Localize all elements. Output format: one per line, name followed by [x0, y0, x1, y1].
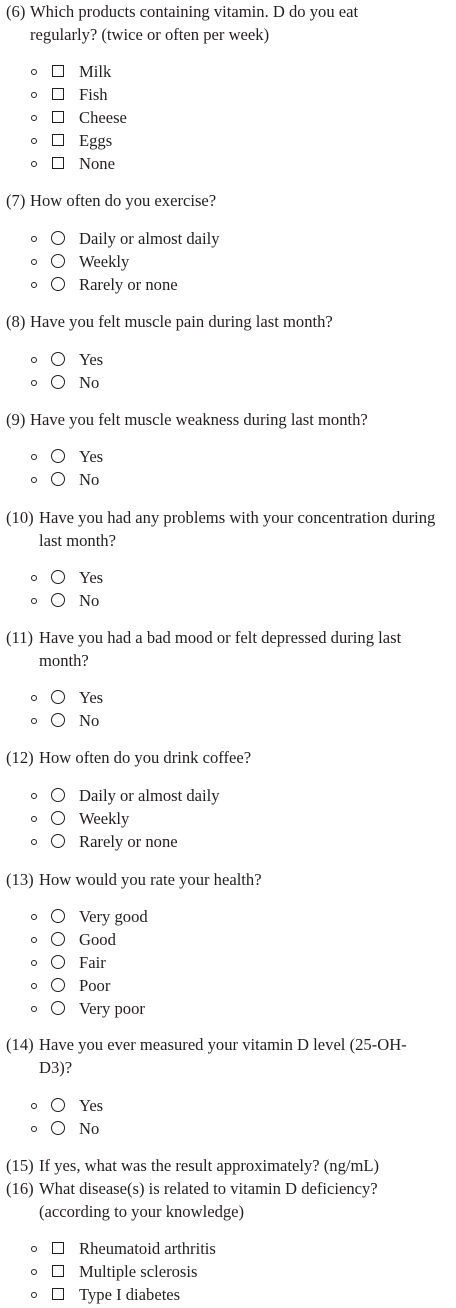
checkbox[interactable]	[52, 88, 64, 100]
question-15	[6, 1154, 454, 1177]
option-label: Rheumatoid arthritis	[79, 1239, 216, 1258]
radio-button[interactable]	[51, 834, 65, 848]
question-text: Have you ever measured your vitamin D level (25-OH-D3)?	[39, 1035, 407, 1077]
bullet-icon	[31, 477, 37, 483]
option-label: Yes	[79, 688, 104, 707]
question-10	[6, 506, 454, 552]
question-14	[6, 1033, 454, 1079]
question-6	[6, 0, 454, 46]
radio-button[interactable]	[51, 713, 65, 727]
bullet-icon	[31, 1292, 37, 1298]
radio-button[interactable]	[51, 811, 65, 825]
question-16	[6, 1177, 454, 1223]
option-label: Poor	[79, 976, 111, 995]
option-label: Weekly	[79, 252, 130, 271]
option-label: Eggs	[79, 131, 113, 150]
radio-button[interactable]	[51, 375, 65, 389]
radio-button[interactable]	[51, 593, 65, 607]
question-9	[6, 408, 454, 431]
bullet-icon	[31, 816, 37, 822]
option-label: Fair	[79, 953, 106, 972]
question-text: How would you rate your health?	[39, 870, 262, 889]
question-number: (9)	[6, 410, 26, 429]
option-label: Very good	[79, 907, 148, 926]
bullet-icon	[31, 1246, 37, 1252]
question-number: (12)	[6, 748, 34, 767]
bullet-icon	[31, 236, 37, 242]
question-text: How often do you exercise?	[30, 191, 217, 210]
bullet-icon	[31, 69, 37, 75]
bullet-icon	[31, 695, 37, 701]
radio-button[interactable]	[51, 788, 65, 802]
bullet-icon	[31, 92, 37, 98]
bullet-icon	[31, 1126, 37, 1132]
option-label: Yes	[79, 447, 104, 466]
option-label: No	[79, 373, 100, 392]
bullet-icon	[31, 454, 37, 460]
option-label: None	[79, 154, 115, 173]
option-label: Yes	[79, 568, 104, 587]
option-label: Daily or almost daily	[79, 786, 220, 805]
question-text: Have you felt muscle pain during last month?	[30, 312, 333, 331]
option-label: Type I diabetes	[79, 1285, 181, 1304]
question-text: Have you felt muscle weakness during last month?	[30, 410, 368, 429]
radio-button[interactable]	[51, 955, 65, 969]
bullet-icon	[31, 357, 37, 363]
bullet-icon	[31, 718, 37, 724]
bullet-icon	[31, 161, 37, 167]
radio-button[interactable]	[51, 231, 65, 245]
bullet-icon	[31, 1269, 37, 1275]
checkbox[interactable]	[52, 134, 64, 146]
question-number: (11)	[6, 628, 34, 647]
option-label: Cheese	[79, 108, 127, 127]
option-label: Rarely or none	[79, 275, 178, 294]
question-13	[6, 868, 454, 891]
bullet-icon	[31, 960, 37, 966]
checkbox[interactable]	[52, 1242, 64, 1254]
option-label: No	[79, 470, 100, 489]
question-text: Have you had any problems with your concentration during last month?	[39, 508, 436, 550]
radio-button[interactable]	[51, 570, 65, 584]
question-text: What disease(s) is related to vitamin D deficiency? (according to your knowledge)	[39, 1179, 378, 1221]
question-number: (15)	[6, 1156, 34, 1175]
radio-button[interactable]	[51, 472, 65, 486]
question-7	[6, 189, 454, 212]
option-label: Good	[79, 930, 116, 949]
checkbox[interactable]	[52, 1265, 64, 1277]
question-number: (13)	[6, 870, 34, 889]
option-label: Rarely or none	[79, 832, 178, 851]
question-text: How often do you drink coffee?	[39, 748, 252, 767]
option-label: No	[79, 1119, 100, 1138]
radio-button[interactable]	[51, 1098, 65, 1112]
checkbox[interactable]	[52, 1288, 64, 1300]
bullet-icon	[31, 259, 37, 265]
question-12	[6, 746, 454, 769]
option-label: Fish	[79, 85, 108, 104]
question-number: (6)	[6, 2, 26, 21]
radio-button[interactable]	[51, 1121, 65, 1135]
radio-button[interactable]	[51, 277, 65, 291]
radio-button[interactable]	[51, 909, 65, 923]
bullet-icon	[31, 914, 37, 920]
option-label: Yes	[79, 1096, 104, 1115]
question-number: (10)	[6, 508, 34, 527]
option-label: Yes	[79, 350, 104, 369]
bullet-icon	[31, 138, 37, 144]
bullet-icon	[31, 983, 37, 989]
bullet-icon	[31, 282, 37, 288]
option-label: Daily or almost daily	[79, 229, 220, 248]
option-label: No	[79, 711, 100, 730]
checkbox[interactable]	[52, 65, 64, 77]
bullet-icon	[31, 598, 37, 604]
radio-button[interactable]	[51, 352, 65, 366]
question-text: Have you had a bad mood or felt depressed during last month?	[39, 628, 402, 670]
bullet-icon	[31, 115, 37, 121]
question-11	[6, 626, 454, 672]
question-text: Which products containing vitamin. D do you eat regularly? (twice or often per week)	[30, 2, 359, 44]
question-8	[6, 310, 454, 333]
radio-button[interactable]	[51, 449, 65, 463]
checkbox[interactable]	[52, 111, 64, 123]
radio-button[interactable]	[51, 932, 65, 946]
radio-button[interactable]	[51, 690, 65, 704]
option-label: Very poor	[79, 999, 145, 1018]
question-number: (16)	[6, 1179, 34, 1198]
bullet-icon	[31, 1006, 37, 1012]
bullet-icon	[31, 937, 37, 943]
radio-button[interactable]	[51, 1001, 65, 1015]
checkbox[interactable]	[52, 157, 64, 169]
radio-button[interactable]	[51, 254, 65, 268]
question-number: (8)	[6, 312, 26, 331]
radio-button[interactable]	[51, 978, 65, 992]
option-label: No	[79, 591, 100, 610]
bullet-icon	[31, 575, 37, 581]
bullet-icon	[31, 380, 37, 386]
question-number: (7)	[6, 191, 26, 210]
option-label: Weekly	[79, 809, 130, 828]
bullet-icon	[31, 1103, 37, 1109]
question-text: If yes, what was the result approximately? (ng/mL)	[39, 1156, 380, 1175]
question-number: (14)	[6, 1035, 34, 1054]
option-label: Multiple sclerosis	[79, 1262, 198, 1281]
bullet-icon	[31, 793, 37, 799]
option-label: Milk	[79, 62, 112, 81]
bullet-icon	[31, 839, 37, 845]
